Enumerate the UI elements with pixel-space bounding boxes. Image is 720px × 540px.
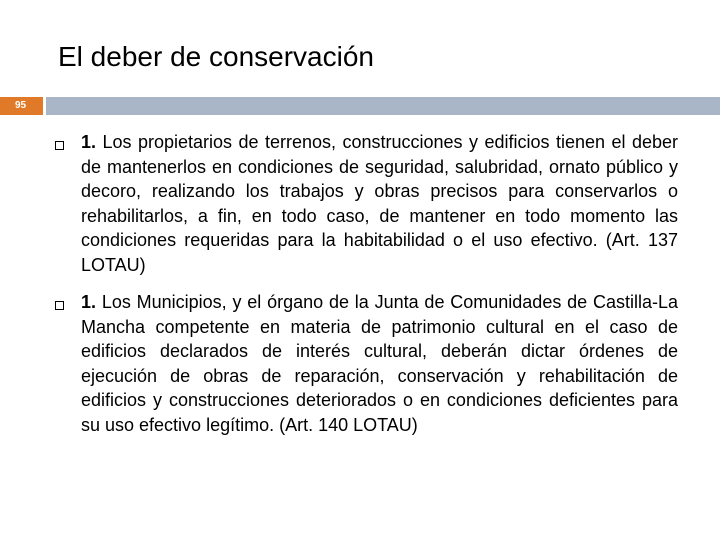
slide-number-badge: 95	[0, 97, 43, 115]
header-accent-bar	[0, 97, 720, 115]
slide-title: El deber de conservación	[58, 41, 374, 72]
bullet-body: Los propietarios de terrenos, construcciones y edificios tienen el deber de mantenerlos en condiciones de seguridad, salubridad, ornato público y decoro, realizando los trabajos y obras precisos para conservarlos o rehabilitarlos, a fin, en todo caso, de mantener en todo momento las condiciones requeridas para la habitabilidad o el uso efectivo. (Art. 137 LOTAU)	[81, 132, 678, 275]
bullet-number: 1.	[81, 292, 97, 312]
bullet-body: Los Municipios, y el órgano de la Junta de Comunidades de Castilla-La Mancha competente en materia de patrimonio cultural en el caso de edificios declarados de interés cultural, deberán dictar órdenes de ejecución de obras de reparación, conservación y rehabilitación de edificios y construcciones deteriorados o en condiciones deficientes para su uso efectivo legítimo. (Art. 140 LOTAU)	[81, 292, 678, 435]
bullet-item-art-140	[52, 290, 678, 437]
bullet-number: 1.	[81, 132, 97, 152]
square-bullet-icon	[55, 141, 64, 150]
bullet-item-art-137	[52, 130, 678, 277]
bullet-list	[52, 130, 678, 450]
square-bullet-icon	[55, 301, 64, 310]
bullet-text	[81, 130, 678, 277]
bullet-text	[81, 290, 678, 437]
header-bar-fill	[46, 97, 720, 115]
